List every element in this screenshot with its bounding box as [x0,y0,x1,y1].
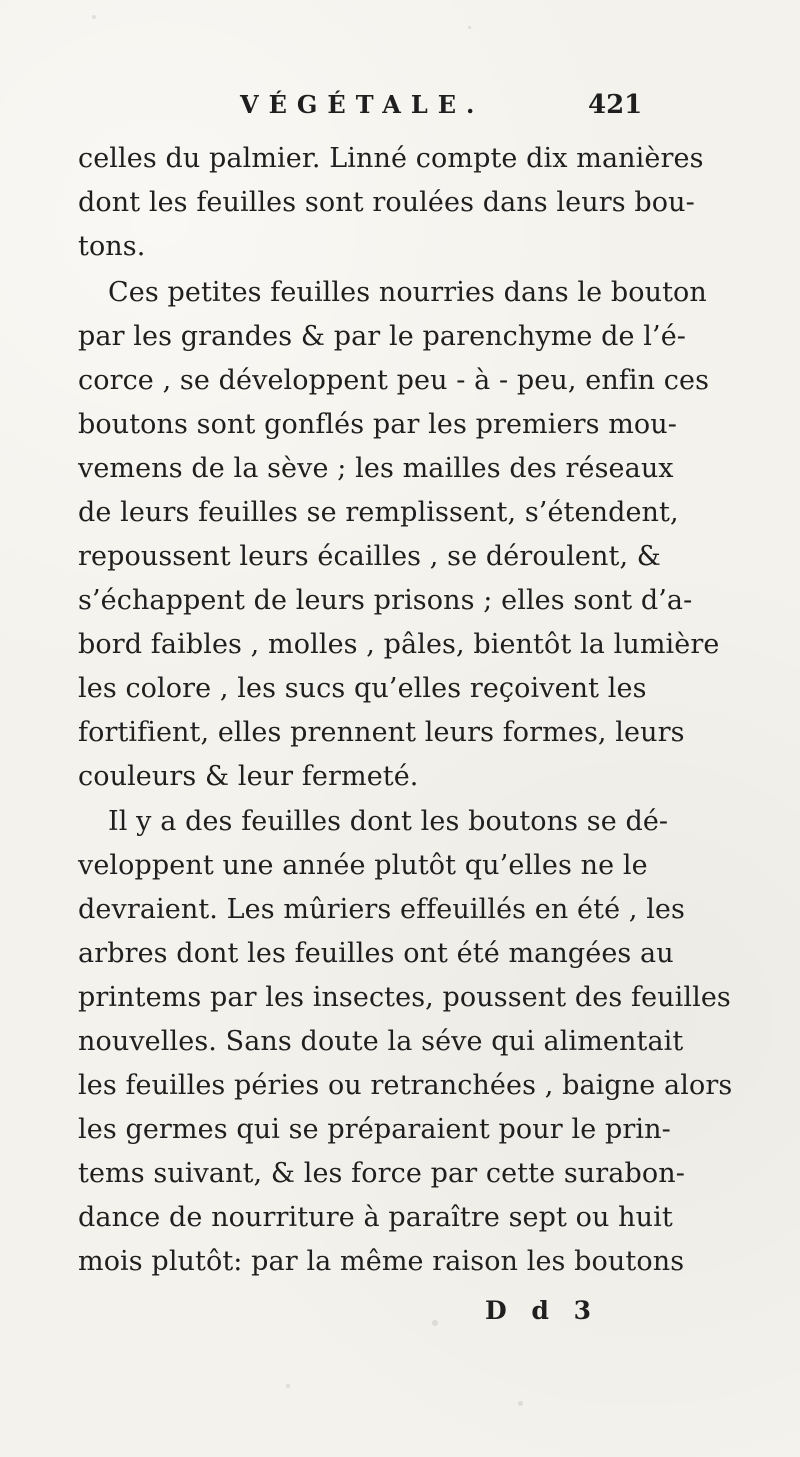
text-line: tems suivant, & les force par cette surabon- [78,1158,685,1189]
text-line: veloppent une année plutôt qu’elles ne le [78,850,648,881]
text-line: vemens de la sève ; les mailles des réseaux [78,453,674,484]
page-number: 421 [588,90,643,120]
text-line: les germes qui se préparaient pour le prin- [78,1114,671,1145]
text-line: s’échappent de leurs prisons ; elles sont d’a- [78,585,693,616]
text-line: bord faibles , molles , pâles, bientôt la lumière [78,629,720,660]
text-line: devraient. Les mûriers effeuillés en été , les [78,894,685,925]
signature-mark: D d 3 [485,1296,599,1325]
paper-speck [286,1384,290,1388]
text-line: celles du palmier. Linné compte dix manières [78,143,704,174]
text-line: dont les feuilles sont roulées dans leurs bou- [78,187,695,218]
text-line: mois plutôt: par la même raison les boutons [78,1246,685,1277]
text-line: de leurs feuilles se remplissent, s’étendent, [78,497,679,528]
paper-speck [518,1401,523,1406]
text-line: repoussent leurs écailles , se déroulent, & [78,541,661,572]
text-line: les colore , les sucs qu’elles reçoivent les [78,673,647,704]
text-line: corce , se développent peu - à - peu, enfin ces [78,365,710,396]
text-line: les feuilles péries ou retranchées , baigne alors [78,1070,733,1101]
text-line: couleurs & leur fermeté. [78,761,419,792]
running-title: VÉGÉTALE. [240,90,485,119]
text-line: fortifient, elles prennent leurs formes, leurs [78,717,685,748]
paper-speck [468,26,471,29]
text-line: printems par les insectes, poussent des feuilles [78,982,731,1013]
text-line: par les grandes & par le parenchyme de l’é- [78,321,687,352]
text-line: dance de nourriture à paraître sept ou huit [78,1202,673,1233]
paper-speck [92,15,96,19]
text-line: boutons sont gonflés par les premiers mou- [78,409,677,440]
text-line: arbres dont les feuilles ont été mangées au [78,938,674,969]
text-line: Ces petites feuilles nourries dans le bouton [108,277,707,308]
text-line: Il y a des feuilles dont les boutons se dé- [108,806,669,837]
text-line: nouvelles. Sans doute la séve qui alimentait [78,1026,684,1057]
paper-speck [432,1320,438,1326]
text-line: tons. [78,231,146,262]
